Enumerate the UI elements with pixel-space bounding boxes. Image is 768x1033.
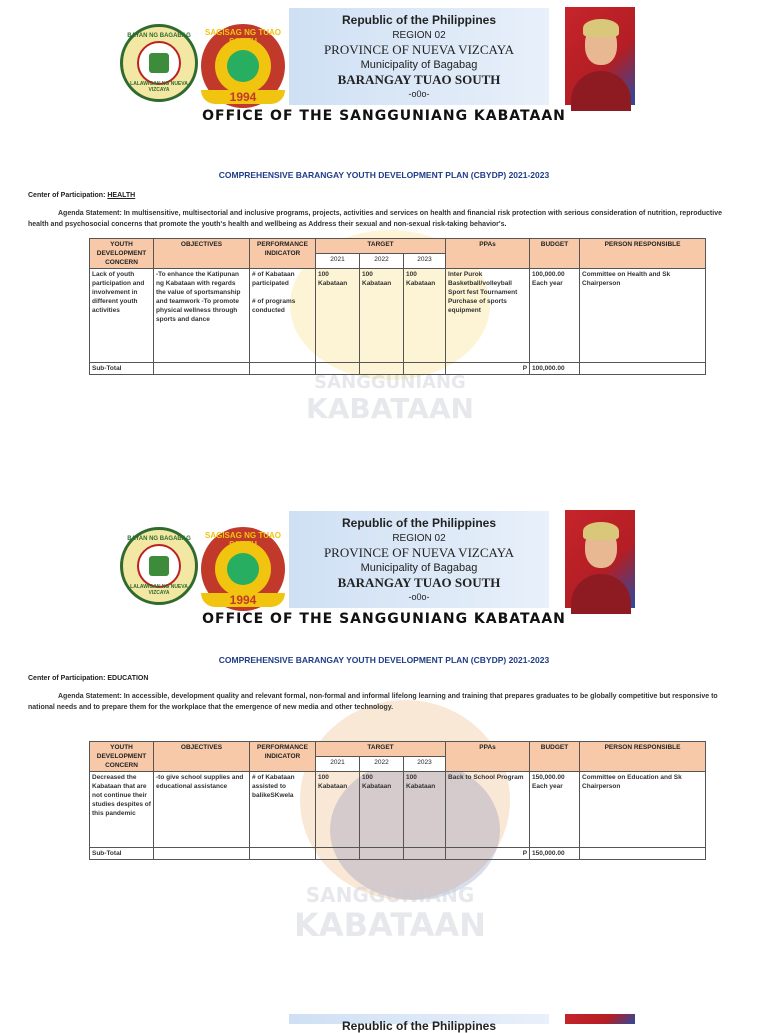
header-person: PERSON RESPONSIBLE	[580, 742, 706, 772]
plan-title: COMPREHENSIVE BARANGAY YOUTH DEVELOPMENT PLAN (CBYDP) 2021-2023	[218, 655, 550, 665]
watermark-text: KABATAAN	[294, 906, 486, 944]
cell-2021: 100 Kabataan	[316, 269, 360, 363]
barangay-seal-logo	[201, 24, 285, 108]
center-label: Center of Participation:	[28, 192, 108, 199]
province-label: PROVINCE OF NUEVA VIZCAYA	[323, 42, 515, 57]
cell-budget: 100,000.00 Each year	[530, 269, 580, 363]
republic-title: Republic of the Philippines	[341, 13, 496, 27]
barangay-label: BARANGAY TUAO SOUTH	[337, 72, 501, 87]
header-concern: YOUTH DEVELOPMENT CONCERN	[90, 239, 154, 269]
header-2021: 2021	[316, 757, 360, 772]
header-indicator: PERFORMANCE INDICATOR	[250, 239, 316, 269]
seal-inner	[137, 544, 181, 588]
republic-title: Republic of the Philippines	[341, 516, 496, 530]
cell-objectives: -to give school supplies and educational assistance	[154, 772, 250, 848]
subtotal-currency: P	[446, 363, 530, 375]
official-photo	[565, 510, 635, 608]
header-objectives: OBJECTIVES	[154, 742, 250, 772]
header-budget: BUDGET	[530, 239, 580, 269]
letterhead-box	[289, 8, 549, 105]
header-ppas: PPAs	[446, 742, 530, 772]
cell-budget: 150,000.00 Each year	[530, 772, 580, 848]
page-section-health	[0, 0, 768, 500]
barangay-label: BARANGAY TUAO SOUTH	[337, 575, 501, 590]
header-indicator: PERFORMANCE INDICATOR	[250, 742, 316, 772]
watermark-text: SANGGUNIANG	[314, 372, 466, 393]
subtotal-value: 100,000.00	[530, 363, 580, 375]
seal-inner	[215, 541, 271, 597]
header-2023: 2023	[404, 254, 446, 269]
province-label: PROVINCE OF NUEVA VIZCAYA	[323, 545, 515, 560]
cell-2023: 100 Kabataan	[404, 772, 446, 848]
letterhead-box	[289, 511, 549, 608]
region-label: REGION 02	[392, 533, 446, 544]
header-2021: 2021	[316, 254, 360, 269]
seal-text: BAYAN NG BAGABAG	[127, 536, 191, 542]
agenda-statement	[28, 691, 738, 713]
seal-year: 1994	[201, 90, 285, 104]
seal-inner	[215, 38, 271, 94]
agenda-text: Agenda Statement: In accessible, development quality and relevant formal, non-formal and informal lifelong learning and training that prepares graduates to be globally competitive but responsive to national needs and to prepare them for the workplace that the emergence of new media and other technology.	[28, 693, 718, 711]
cell-2023: 100 Kabataan	[404, 269, 446, 363]
seal-text: LALAWIGAN NG NUEVA VIZCAYA	[130, 584, 188, 596]
agenda-statement	[28, 208, 738, 230]
cell-concern: Decreased the Kabataan that are not continue their studies despites of this pandemic	[90, 772, 154, 848]
subtotal-row	[90, 363, 706, 375]
seal-text: LALAWIGAN NG NUEVA VIZCAYA	[130, 81, 188, 93]
subtotal-label: Sub-Total	[90, 363, 154, 375]
cell-2021: 100 Kabataan	[316, 772, 360, 848]
cell-objectives: -To enhance the Katipunan ng Kabataan with regards the value of sportsmanship and teamwork -To promote physical wellness through sports and dance	[154, 269, 250, 363]
header-budget: BUDGET	[530, 742, 580, 772]
center-value: EDUCATION	[107, 675, 149, 682]
center-of-participation	[28, 192, 135, 199]
official-photo	[565, 7, 635, 105]
cell-2022: 100 Kabataan	[360, 772, 404, 848]
header-person: PERSON RESPONSIBLE	[580, 239, 706, 269]
header-2023: 2023	[404, 757, 446, 772]
header-target: TARGET	[316, 239, 446, 254]
subtotal-label: Sub-Total	[90, 848, 154, 860]
seal-text: BAYAN NG BAGABAG	[127, 33, 191, 39]
office-title: OFFICE OF THE SANGGUNIANG KABATAAN	[202, 611, 566, 627]
table-row	[90, 772, 706, 848]
header-ppas: PPAs	[446, 239, 530, 269]
cell-ppas: Inter Purok Basketball/volleyball Sport fest Tournament Purchase of sports equipment	[446, 269, 530, 363]
office-title: OFFICE OF THE SANGGUNIANG KABATAAN	[202, 108, 566, 124]
header-concern: YOUTH DEVELOPMENT CONCERN	[90, 742, 154, 772]
watermark-text: SANGGUNIANG	[305, 883, 475, 907]
subtotal-row	[90, 848, 706, 860]
letterhead-box-partial	[289, 1014, 549, 1033]
cell-concern: Lack of youth participation and involvement in different youth activities	[90, 269, 154, 363]
republic-title: Republic of the Philippines	[341, 1019, 496, 1033]
center-label: Center of Participation:	[28, 675, 108, 682]
subtotal-currency: P	[446, 848, 530, 860]
municipal-seal-logo	[120, 24, 198, 102]
center-value: HEALTH	[107, 192, 136, 199]
separator: -o0o-	[408, 89, 430, 99]
seal-year: 1994	[201, 593, 285, 607]
municipality-label: Municipality of Bagabag	[360, 59, 478, 71]
plan-title: COMPREHENSIVE BARANGAY YOUTH DEVELOPMENT PLAN (CBYDP) 2021-2023	[218, 170, 550, 180]
header-2022: 2022	[360, 757, 404, 772]
municipal-seal-logo	[120, 527, 198, 605]
subtotal-value: 150,000.00	[530, 848, 580, 860]
barangay-seal-logo	[201, 527, 285, 611]
municipality-label: Municipality of Bagabag	[360, 562, 478, 574]
cell-person: Committee on Health and Sk Chairperson	[580, 269, 706, 363]
cell-2022: 100 Kabataan	[360, 269, 404, 363]
region-label: REGION 02	[392, 30, 446, 41]
agenda-text: Agenda Statement: In multisensitive, multisectorial and inclusive programs, projects, activities and services on health and financial risk protection with serious consideration of nutrition, reproductive health and psychosocial concerns that promote the youth's health and wellbeing as Address their sexual and non-sexual risk-taking behavior's.	[28, 210, 722, 228]
seal-inner	[137, 41, 181, 85]
center-of-participation	[28, 675, 148, 682]
header-objectives: OBJECTIVES	[154, 239, 250, 269]
page-section-education	[0, 503, 768, 1013]
seal-text: SAGISAG NG TUAO	[204, 28, 281, 37]
watermark-text: KABATAAN	[306, 392, 474, 425]
table-row	[90, 269, 706, 363]
official-photo-partial	[565, 1014, 635, 1024]
cell-person: Committee on Education and Sk Chairperson	[580, 772, 706, 848]
header-2022: 2022	[360, 254, 404, 269]
cell-indicator: # of Kabataan participated # of programs conducted	[250, 269, 316, 363]
separator: -o0o-	[408, 592, 430, 602]
cell-indicator: # of Kabataan assisted to balikeSKwela	[250, 772, 316, 848]
cell-ppas: Back to School Program	[446, 772, 530, 848]
cbydp-table-health	[89, 238, 706, 375]
seal-text: SAGISAG NG TUAO	[204, 531, 281, 540]
cbydp-table-education	[89, 741, 706, 860]
header-target: TARGET	[316, 742, 446, 757]
